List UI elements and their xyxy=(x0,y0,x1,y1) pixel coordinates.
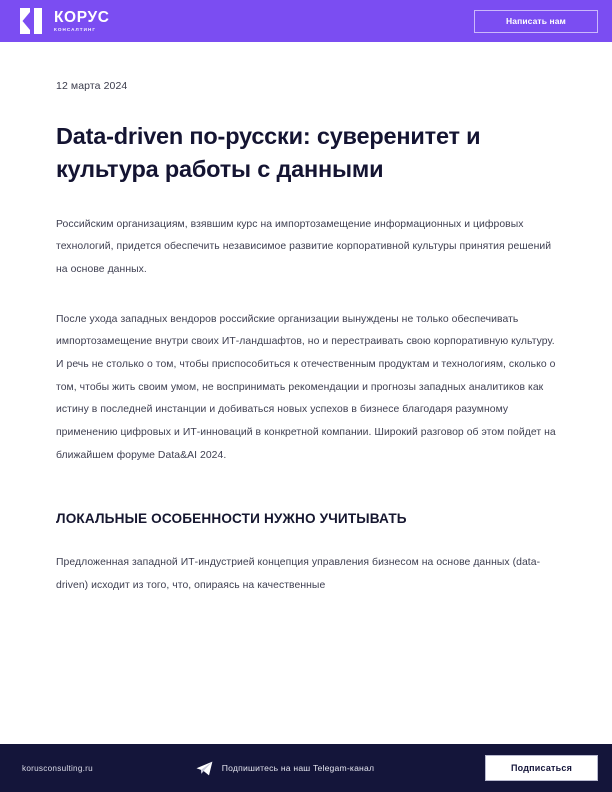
brand-text xyxy=(54,10,110,33)
article-paragraph-3: Предложенная западной ИТ-индустрией концепция управления бизнесом на основе данных (data-driven) исходит из того, что, опираясь на качественные xyxy=(56,557,541,592)
article-date: 12 марта 2024 xyxy=(56,80,128,92)
footer-telegram-text: Подпишитесь на наш Telegam-канал xyxy=(221,763,375,773)
article-body xyxy=(0,80,612,598)
article-paragraph-1: Российским организациям, взявшим курс на импортозамещение информационных и цифровых технологий, придется обеспечить независимое развитие корпоративной культуры принятия решений на основе данных. xyxy=(56,218,552,276)
brand-logo[interactable] xyxy=(20,8,110,34)
telegram-icon xyxy=(196,761,213,776)
brand-subtitle: КОНСАЛТИНГ xyxy=(54,26,97,32)
footer-telegram-block[interactable] xyxy=(93,761,477,776)
contact-us-button[interactable]: Написать нам xyxy=(474,10,598,33)
site-footer xyxy=(0,744,612,792)
korus-logo-icon xyxy=(20,8,47,34)
article-section-heading: ЛОКАЛЬНЫЕ ОСОБЕННОСТИ НУЖНО УЧИТЫВАТЬ xyxy=(56,511,407,527)
footer-site-link[interactable]: korusconsulting.ru xyxy=(22,763,93,773)
subscribe-button[interactable]: Подписаться xyxy=(485,755,598,781)
page-title: Data-driven по-русски: суверенитет и культура работы с данными xyxy=(56,123,481,183)
brand-name: КОРУС xyxy=(54,8,110,26)
site-header xyxy=(0,0,612,42)
article-paragraph-2: После ухода западных вендоров российские организации вынуждены не только обеспечивать импортозамещение внутри своих ИТ-ландшафтов, но и перестраивать свою корпоративную культуру. И речь не столько о том, чтобы приспособиться к отечественным продуктам и технологиям, сколько о том, чтобы жить своим умом, не воспринимать рекомендации и прогнозы западных аналитиков как истину в последней инстанции и добиваться новых успехов в бизнесе благодаря разумному применению цифровых и ИТ-инноваций в конкретной компании. Широкий разговор об этом пойдет на ближайшем форуме Data&AI 2024. xyxy=(56,313,556,461)
